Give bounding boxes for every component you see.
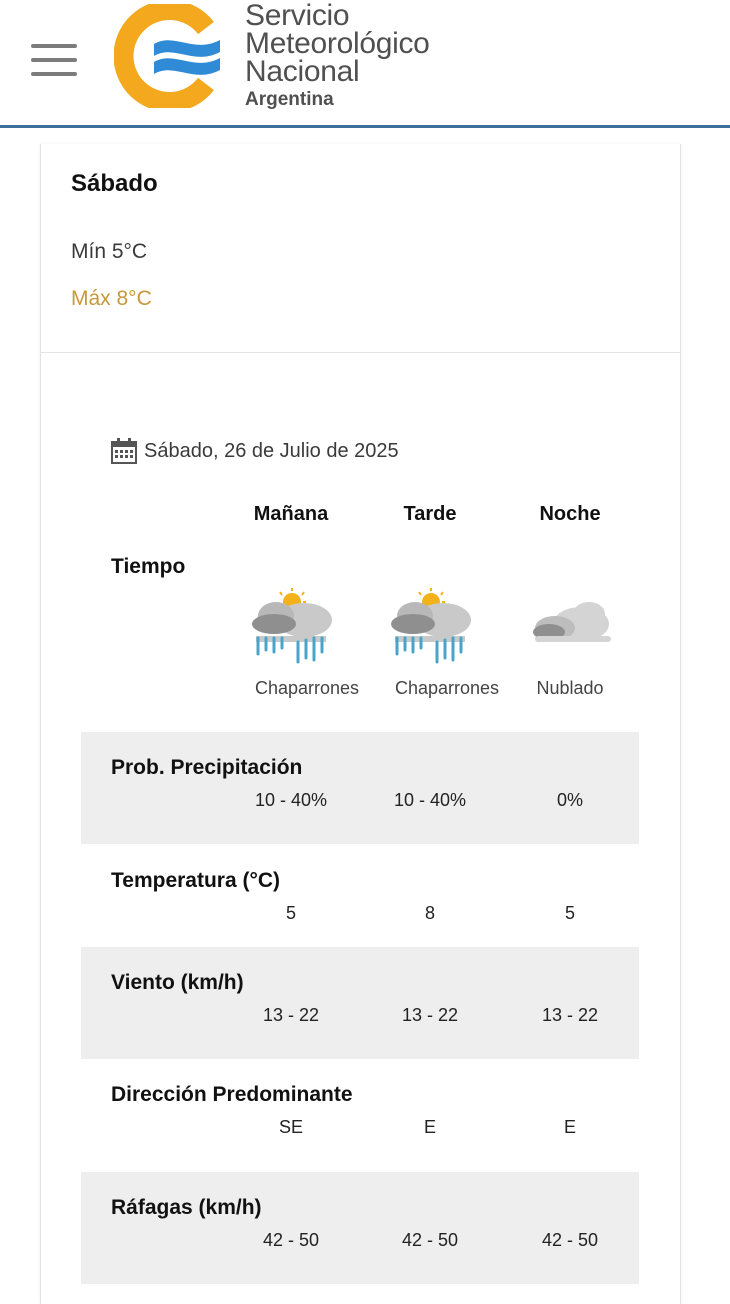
row-temperature xyxy=(81,845,639,957)
value-afternoon: 8 xyxy=(424,903,435,923)
row-label: Viento (km/h) xyxy=(111,971,244,994)
value-night: 5 xyxy=(564,903,575,923)
value-afternoon: 42 - 50 xyxy=(401,1230,459,1250)
forecast-date xyxy=(110,436,399,466)
value-night: 0% xyxy=(556,790,583,810)
value-morning: 13 - 22 xyxy=(262,1005,320,1025)
condition-morning: Chaparrones xyxy=(254,678,360,698)
value-morning: SE xyxy=(278,1117,303,1137)
row-label: Ráfagas (km/h) xyxy=(111,1196,262,1219)
min-temperature: Mín 5°C xyxy=(71,240,148,263)
row-label: Dirección Predominante xyxy=(111,1083,353,1106)
value-morning: 5 xyxy=(285,903,296,923)
row-wind-direction xyxy=(81,1059,639,1171)
max-temperature: Máx 8°C xyxy=(71,287,152,310)
calendar-icon xyxy=(110,437,138,465)
logo-line-3: Nacional xyxy=(245,55,360,88)
value-afternoon: 10 - 40% xyxy=(393,790,467,810)
value-night: E xyxy=(563,1117,576,1137)
site-header xyxy=(0,0,730,128)
value-night: 42 - 50 xyxy=(541,1230,599,1250)
day-title: Sábado xyxy=(71,170,158,197)
row-label: Temperatura (°C) xyxy=(111,869,281,892)
logo-country: Argentina xyxy=(245,89,334,110)
row-gusts xyxy=(81,1172,639,1284)
logo-line-2: Meteorológico xyxy=(245,27,430,60)
value-night: 13 - 22 xyxy=(541,1005,599,1025)
value-afternoon: 13 - 22 xyxy=(401,1005,459,1025)
period-header-morning: Mañana xyxy=(253,503,329,525)
row-wind xyxy=(81,947,639,1059)
row-precipitation xyxy=(81,732,639,844)
cloudy-icon xyxy=(525,586,615,666)
value-morning: 10 - 40% xyxy=(254,790,328,810)
logo-line-1: Servicio xyxy=(245,0,350,32)
condition-night: Nublado xyxy=(536,678,604,698)
smn-logo[interactable] xyxy=(114,4,224,108)
divider xyxy=(41,352,680,353)
condition-afternoon: Chaparrones xyxy=(394,678,500,698)
value-afternoon: E xyxy=(423,1117,436,1137)
period-header-afternoon: Tarde xyxy=(403,503,457,525)
showers-sun-icon xyxy=(385,586,475,666)
period-header-night: Noche xyxy=(539,503,601,525)
value-morning: 42 - 50 xyxy=(262,1230,320,1250)
forecast-card xyxy=(40,144,681,1304)
hamburger-menu-icon[interactable] xyxy=(31,44,77,76)
row-label: Prob. Precipitación xyxy=(111,756,303,779)
weather-label: Tiempo xyxy=(111,555,186,578)
logo-wordmark[interactable] xyxy=(245,2,430,111)
date-text: Sábado, 26 de Julio de 2025 xyxy=(144,439,399,462)
showers-sun-icon xyxy=(246,586,336,666)
